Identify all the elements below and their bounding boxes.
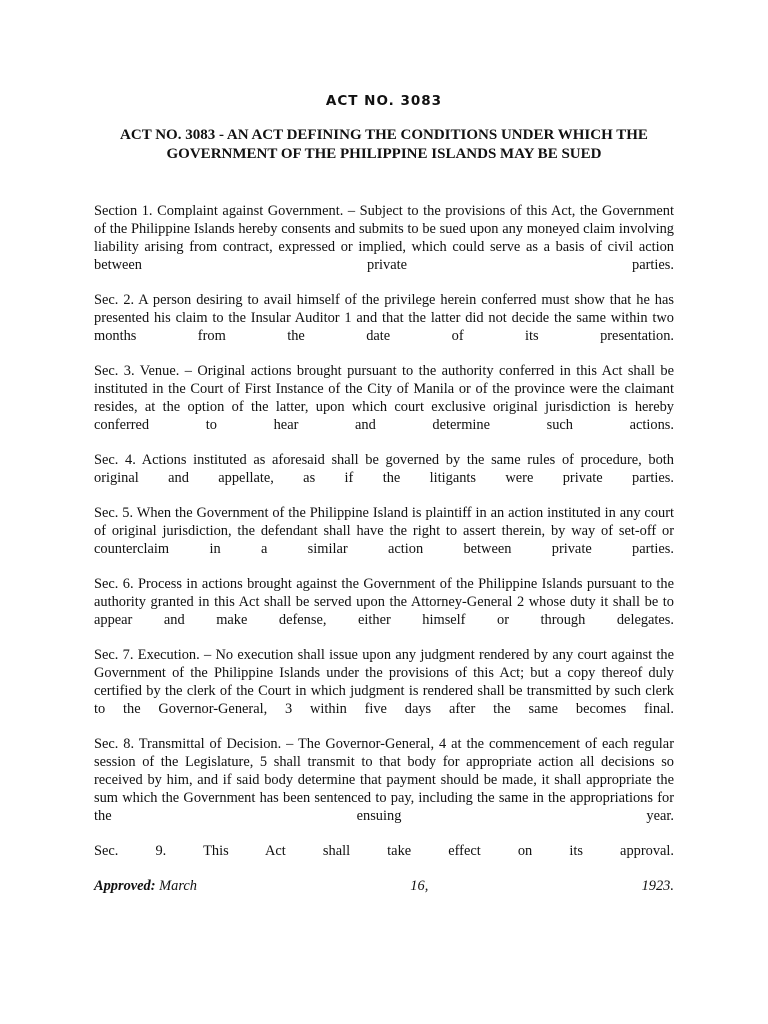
document-body <box>94 202 674 895</box>
section-8: Sec. 8. Transmittal of Decision. – The Governor-General, 4 at the commencement of each regular session of the Legislature, 5 shall transmit to that body for appropriate action all decisions so received by him, and if said body determine that payment should be made, it shall appropriate the sum which the Government has been sentenced to pay, including the same in the appropriations for the ensuing year. <box>94 736 674 824</box>
approval-line <box>94 877 674 895</box>
approval-year: 1923. <box>641 878 674 894</box>
section-1: Section 1. Complaint against Government. – Subject to the provisions of this Act, the Government of the Philippine Islands hereby consents and submits to be sued upon any moneyed claim involving liability arising from contract, expressed or implied, which could serve as a basis of civil action between private parties. <box>94 203 674 273</box>
document-label: ACT NO. 3083 <box>325 93 443 109</box>
section-9: Sec. 9. This Act shall take effect on its approval. <box>94 843 674 859</box>
section-6: Sec. 6. Process in actions brought against the Government of the Philippine Islands pursuant to the authority granted in this Act shall be served upon the Attorney-General 2 whose duty it shall be to appear and make defense, either himself or through delegates. <box>94 576 674 628</box>
approval-label-group <box>94 877 197 895</box>
approval-day: 16, <box>410 878 429 894</box>
section-2: Sec. 2. A person desiring to avail himself of the privilege herein conferred must show that he has presented his claim to the Insular Auditor 1 and that the latter did not decide the same within two months from the date of its presentation. <box>94 292 674 344</box>
approval-month: March <box>159 878 197 894</box>
section-4: Sec. 4. Actions instituted as aforesaid shall be governed by the same rules of procedure, both original and appellate, as if the litigants were private parties. <box>94 452 674 486</box>
section-5: Sec. 5. When the Government of the Philippine Island is plaintiff in an action instituted in any court of original jurisdiction, the defendant shall have the right to assert therein, by way of set-off or counterclaim in a similar action between private parties. <box>94 505 674 557</box>
section-3: Sec. 3. Venue. – Original actions brought pursuant to the authority conferred in this Act shall be instituted in the Court of First Instance of the City of Manila or of the province were the claimant resides, at the option of the latter, upon which court exclusive original jurisdiction is hereby conferred to hear and determine such actions. <box>94 363 674 433</box>
approval-label: Approved: <box>94 878 160 894</box>
section-7: Sec. 7. Execution. – No execution shall issue upon any judgment rendered by any court against the Government of the Philippine Islands under the provisions of this Act; but a copy thereof duly certified by the clerk of the Court in which judgment is rendered shall be transmitted by such clerk to the Governor-General, 3 within five days after the same becomes final. <box>94 647 674 717</box>
document-title: ACT NO. 3083 - AN ACT DEFINING THE CONDITIONS UNDER WHICH THE GOVERNMENT OF THE PHILIPPINE ISLANDS MAY BE SUED <box>120 127 648 162</box>
